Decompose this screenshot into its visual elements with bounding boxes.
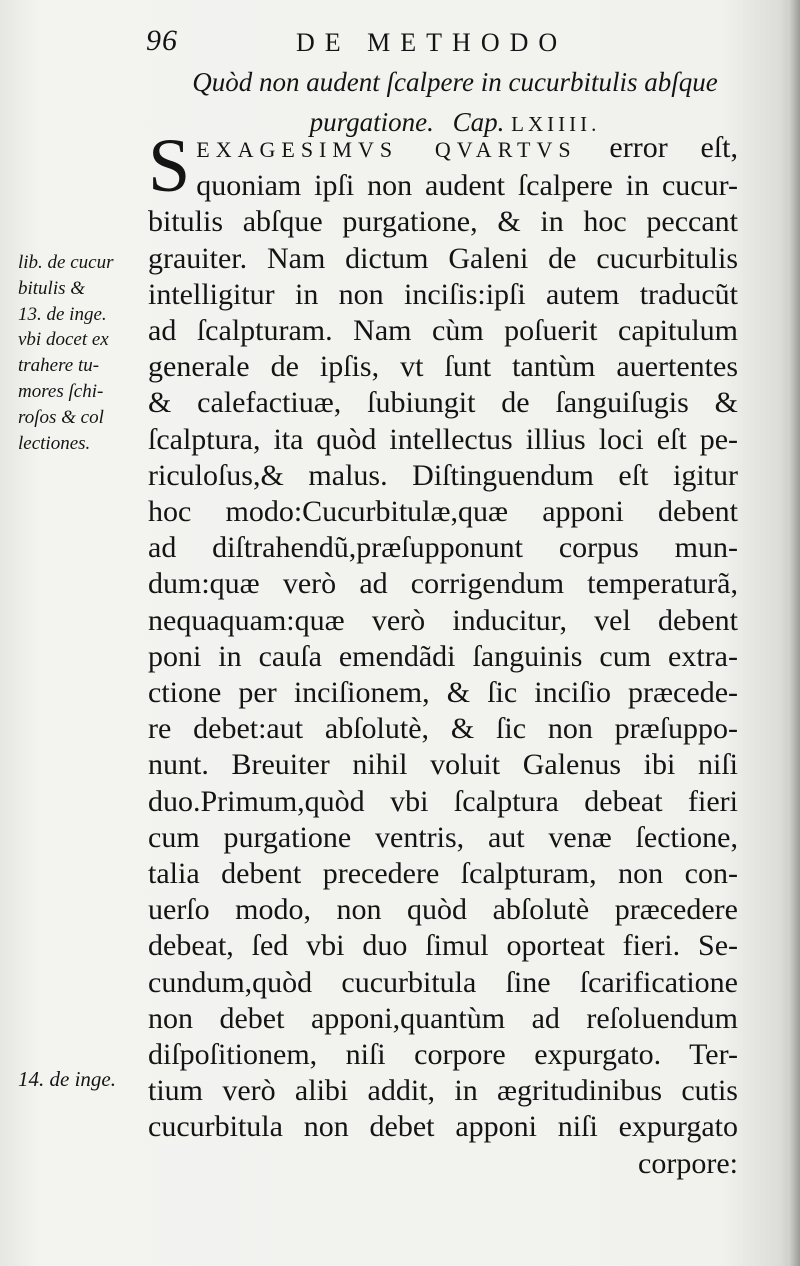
body-line: cucurbitula non debet apponi niſi expurgato xyxy=(148,1110,738,1144)
chapter-title-line-1: Quòd non audent ſcalpere in cucurbitulis abſque xyxy=(192,67,718,97)
body-line: uerſo modo, non quòd abſolutè præcedere xyxy=(148,893,738,927)
body-line: ad diſtrahendũ,præſupponunt corpus mun- xyxy=(148,531,738,565)
opening-small-caps: EXAGESIMVS QVARTVS xyxy=(196,137,577,162)
body-line: ad ſcalpturam. Nam cùm poſuerit capitulum xyxy=(148,314,738,348)
running-head: DE METHODO xyxy=(296,28,568,57)
body-line: dum:quæ verò ad corrigendum temperaturã, xyxy=(148,567,738,601)
margin-note-line: lectiones. xyxy=(18,432,91,454)
body-line: re debet:aut abſolutè, & ſic non præſuppo- xyxy=(148,712,738,746)
body-line: cundum,quòd cucurbitula ſine ſcarificatione xyxy=(148,965,738,999)
body-line: intelligitur in non inciſis:ipſi autem traducũt xyxy=(148,277,738,311)
body-line: debeat, ſed vbi duo ſimul oporteat fieri. Se- xyxy=(148,929,738,963)
chapter-title-word: purgatione. xyxy=(309,107,434,137)
drop-cap: S xyxy=(148,124,191,208)
body-line: talia debent precedere ſcalpturam, non con- xyxy=(148,857,738,891)
margin-note-line: lib. de cucur xyxy=(18,252,114,273)
margin-note-line: bitulis & xyxy=(18,277,86,299)
body-line: quoniam ipſi non audent ſcalpere in cucur- xyxy=(196,169,738,203)
page-number: 96 xyxy=(146,24,178,57)
body-line: ſcalptura, ita quòd intellectus illius loci eſt pe- xyxy=(148,422,738,456)
body-line: diſpoſitionem, niſi corpore expurgato. Ter- xyxy=(148,1038,738,1072)
body-line: hoc modo:Cucurbitulæ,quæ apponi debent xyxy=(148,495,738,529)
body-line: bitulis abſque purgatione, & in hoc peccant xyxy=(148,205,738,239)
body-line: poni in cauſa emendãdi ſanguinis cum extra- xyxy=(148,639,738,673)
body-line: tium verò alibi addit, in ægritudinibus cutis xyxy=(148,1074,738,1108)
margin-note-line: vbi docet ex xyxy=(18,329,109,351)
body-line-final: corpore: xyxy=(638,1146,738,1180)
margin-note-1 xyxy=(18,250,146,456)
margin-note-line: 13. de inge. xyxy=(18,303,107,325)
body-line: nequaquam:quæ verò inducitur, vel debent xyxy=(148,603,738,637)
body-line: nunt. Breuiter nihil voluit Galenus ibi niſi xyxy=(148,748,738,782)
page-edge-shadow xyxy=(788,0,800,1266)
body-line: & calefactiuæ, ſubiungit de ſanguiſugis & xyxy=(148,386,738,420)
body-line: duo.Primum,quòd vbi ſcalptura debeat fieri xyxy=(148,784,738,818)
body-line-1 xyxy=(148,130,738,168)
margin-note-2 xyxy=(18,1066,146,1092)
body-line: grauiter. Nam dictum Galeni de cucurbitulis xyxy=(148,241,738,275)
page-header xyxy=(146,22,746,62)
chapter-cap-label: Cap. xyxy=(452,107,505,137)
body-line: ctione per inciſionem, & ſic inciſio præcede- xyxy=(148,676,738,710)
body-line: non debet apponi,quantùm ad reſoluendum xyxy=(148,1001,738,1035)
body-line: cum purgatione ventris, aut venæ ſectione, xyxy=(148,820,738,854)
margin-note-line: trahere tu- xyxy=(18,355,100,377)
margin-note-line: roſos & col xyxy=(18,406,104,428)
body-line: generale de ipſis, vt ſunt tantùm auertentes xyxy=(148,350,738,384)
margin-note-line: mores ſchi- xyxy=(18,380,104,402)
chapter-cap-number: LXIIII. xyxy=(511,112,601,136)
body-line: riculoſus,& malus. Diſtinguendum eſt igitur xyxy=(148,458,738,492)
margin-note-line: 14. de inge. xyxy=(18,1067,116,1091)
opening-line-rest: error eſt, xyxy=(576,131,739,164)
